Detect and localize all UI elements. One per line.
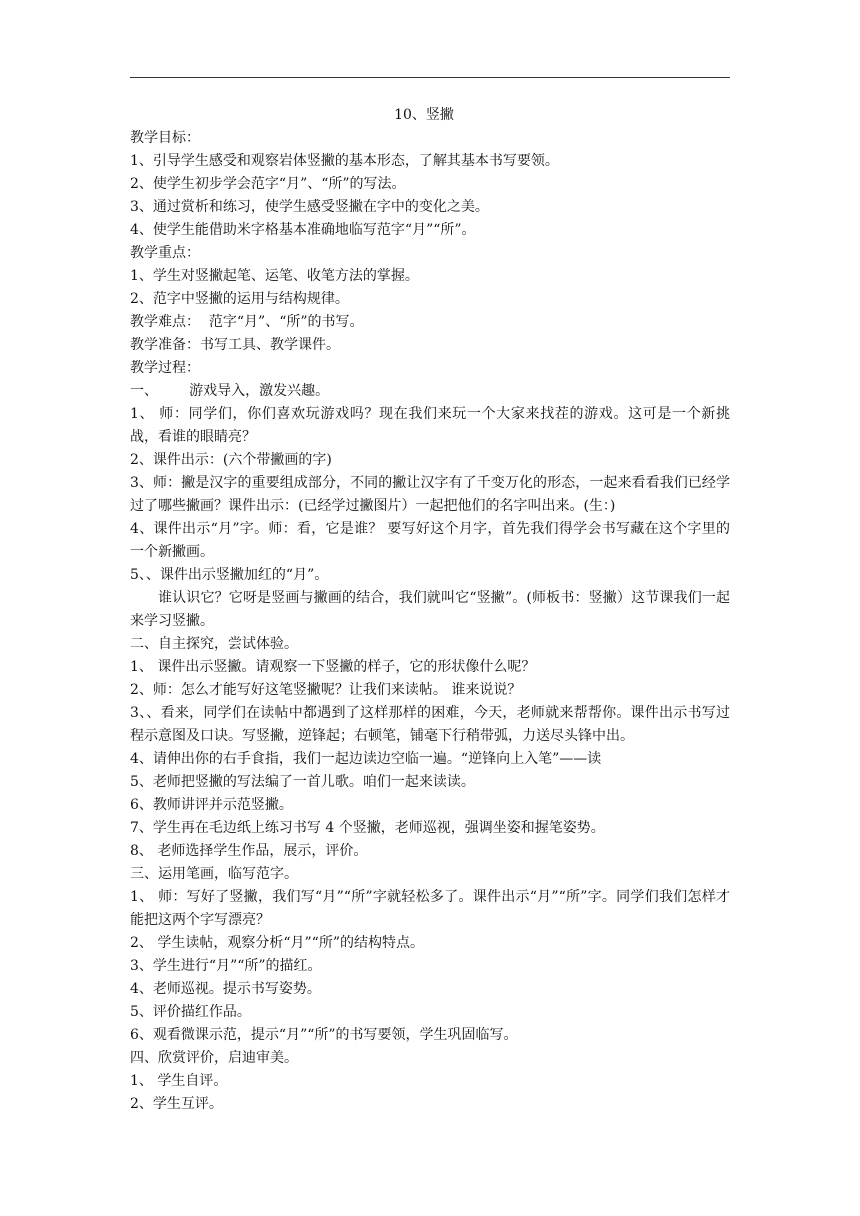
goal-item: 1、引导学生感受和观察岩体竖撇的基本形态，了解其基本书写要领。 bbox=[130, 153, 559, 169]
section1-item: 2、课件出示：(六个带撇画的字) bbox=[130, 452, 332, 468]
section2-item: 7、学生再在毛边纸上练习书写 4 个竖撇，老师巡视，强调坐姿和握笔姿势。 bbox=[130, 820, 605, 836]
section1-item: 5、、课件出示竖撇加红的“月”。 bbox=[130, 567, 329, 583]
section3-item: 3、学生进行“月”“所”的描红。 bbox=[130, 958, 322, 974]
section2-item: 3、、看来，同学们在读帖中都遇到了这样那样的困难，今天，老师就来帮帮你。课件出示书写过程示意图及口诀。写竖撇，逆锋起；右顿笔，铺毫下行稍带弧，力送尽头锋中出。 bbox=[130, 705, 730, 744]
key-point-item: 1、学生对竖撇起笔、运笔、收笔方法的掌握。 bbox=[130, 268, 419, 284]
section2-item: 6、教师讲评并示范竖撇。 bbox=[130, 797, 293, 813]
document-title: 10、竖撇 bbox=[394, 107, 454, 123]
section3-item: 6、观看微课示范，提示“月”“所”的书写要领，学生巩固临写。 bbox=[130, 1027, 518, 1043]
goal-item: 2、使学生初步学会范字“月”、“所”的写法。 bbox=[130, 176, 406, 192]
goals-heading: 教学目标： bbox=[130, 130, 200, 146]
section3-item: 2、 学生读帖，观察分析“月”“所”的结构特点。 bbox=[130, 935, 424, 951]
section3-item: 5、评价描红作品。 bbox=[130, 1004, 251, 1020]
difficulty-line: 教学难点： 范字“月”、“所”的书写。 bbox=[130, 314, 364, 330]
key-points-heading: 教学重点： bbox=[130, 245, 200, 261]
key-point-item: 2、范字中竖撇的运用与结构规律。 bbox=[130, 291, 349, 307]
section4-heading: 四、欣赏评价，启迪审美。 bbox=[130, 1050, 298, 1066]
section2-item: 8、 老师选择学生作品，展示，评价。 bbox=[130, 843, 368, 859]
section3-item: 1、 师：写好了竖撇，我们写“月”“所”字就轻松多了。课件出示“月”“所”字。同学们我们怎样才能把这两个字写漂亮？ bbox=[130, 889, 730, 928]
header-rule bbox=[130, 77, 730, 78]
section1-item: 3、师：撇是汉字的重要组成部分，不同的撇让汉字有了千变万化的形态，一起来看看我们已经学过了哪些撇画？课件出示：(已经学过撇图片）一起把他们的名字叫出来。(生：) bbox=[130, 475, 730, 514]
section1-heading: 一、 游戏导入，激发兴趣。 bbox=[130, 383, 330, 399]
goal-item: 4、使学生能借助米字格基本准确地临写范字“月”“所”。 bbox=[130, 222, 476, 238]
section4-item: 2、学生互评。 bbox=[130, 1096, 223, 1112]
preparation-line: 教学准备：书写工具、教学课件。 bbox=[130, 337, 340, 353]
section2-item: 5、老师把竖撇的写法编了一首儿歌。咱们一起来读读。 bbox=[130, 774, 475, 790]
section2-item: 1、 课件出示竖撇。请观察一下竖撇的样子，它的形状像什么呢？ bbox=[130, 659, 536, 675]
document-page bbox=[130, 104, 730, 1116]
section1-item: 谁认识它？它呀是竖画与撇画的结合，我们就叫它“竖撇”。(师板书：竖撇）这节课我们一起来学习竖撇。 bbox=[130, 590, 730, 629]
section3-heading: 三、运用笔画，临写范字。 bbox=[130, 866, 298, 882]
section1-item: 1、 师：同学们，你们喜欢玩游戏吗？现在我们来玩一个大家来找茬的游戏。这可是一个新挑战，看谁的眼睛亮？ bbox=[130, 406, 730, 445]
section3-item: 4、老师巡视。提示书写姿势。 bbox=[130, 981, 321, 997]
section2-heading: 二、自主探究，尝试体验。 bbox=[130, 636, 298, 652]
section4-item: 1、 学生自评。 bbox=[130, 1073, 228, 1089]
section1-item: 4、课件出示“月”字。师：看，它是谁？ 要写好这个月字，首先我们得学会书写藏在这个字里的一个新撇画。 bbox=[130, 521, 730, 560]
goal-item: 3、通过赏析和练习，使学生感受竖撇在字中的变化之美。 bbox=[130, 199, 489, 215]
process-heading: 教学过程： bbox=[130, 360, 200, 376]
section2-item: 4、请伸出你的右手食指，我们一起边读边空临一遍。“逆锋向上入笔”——读 bbox=[130, 751, 602, 767]
section2-item: 2、师：怎么才能写好这笔竖撇呢？让我们来读帖。 谁来说说？ bbox=[130, 682, 522, 698]
